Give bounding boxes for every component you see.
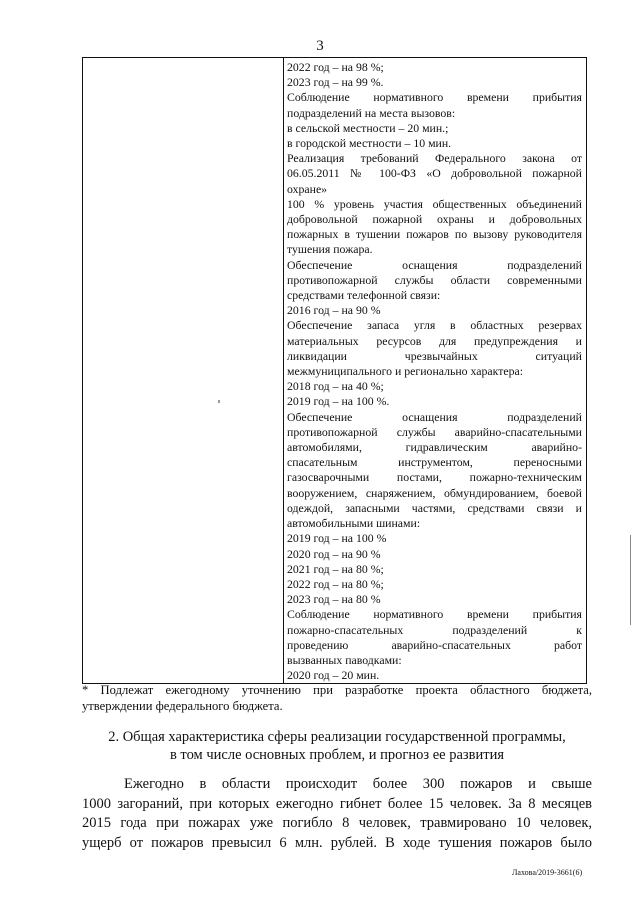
body-line: 2015 года при пожарах уже погибло 8 человек, травмировано 10 человек, bbox=[82, 815, 592, 831]
table-line: противопожарной службы области современными bbox=[287, 272, 582, 287]
table-line: 2016 год – на 90 % bbox=[287, 303, 381, 318]
scan-edge-mark bbox=[630, 535, 631, 625]
table-line: в городской местности – 10 мин. bbox=[287, 136, 452, 151]
section-heading-line: в том числе основных проблем, и прогноз ее развития bbox=[169, 747, 505, 763]
footnote-line: * Подлежат ежегодному уточнению при разработке проекта областного бюджета, bbox=[82, 683, 592, 697]
footnote bbox=[82, 683, 592, 714]
table-line: пожарных в тушении пожаров по вызову руководителя bbox=[287, 227, 582, 242]
table-line: 2020 год – на 90 % bbox=[287, 546, 381, 561]
table-line: Обеспечение оснащения подразделений bbox=[287, 409, 582, 424]
table-line: Обеспечение запаса угля в областных резервах bbox=[287, 318, 582, 333]
table-line: газосварочными постами, пожарно-техническим bbox=[287, 470, 582, 485]
body-line: 1000 загораний, при которых ежегодно гибнет более 15 человек. За 8 месяцев bbox=[82, 795, 592, 812]
table-line: тушения пожара. bbox=[287, 242, 373, 257]
table-line: Реализация требований Федерального закона от bbox=[287, 151, 582, 166]
table-line: автомобилями, гидравлическим аварийно- bbox=[287, 440, 582, 455]
program-indicators-table bbox=[82, 57, 587, 684]
table-line: охране» bbox=[287, 181, 328, 196]
table-line: 2022 год – на 98 %; bbox=[287, 60, 384, 74]
table-line: средствами телефонной связи: bbox=[287, 288, 441, 303]
table-line: пожарно-спасательных подразделений к bbox=[287, 622, 582, 637]
table-line: одеждой, запасными частями, средствами связи и bbox=[287, 500, 582, 515]
table-left-cell bbox=[83, 58, 284, 683]
table-line: вооружением, снаряжением, обмундированием, боевой bbox=[287, 485, 582, 500]
table-line: Соблюдение нормативного времени прибытия bbox=[287, 607, 582, 622]
section-heading-line: 2. Общая характеристика сферы реализации государственной программы, bbox=[108, 729, 566, 745]
table-line: межмуниципального и регионально характера: bbox=[287, 364, 524, 379]
table-line: противопожарной службы аварийно-спасательными bbox=[287, 424, 582, 439]
body-line: Ежегодно в области происходит более 300 пожаров и свыше bbox=[124, 776, 592, 792]
table-line: 2021 год – на 80 %; bbox=[287, 561, 384, 576]
table-line: проведению аварийно-спасательных работ bbox=[287, 637, 582, 652]
table-line: спасательным инструментом, переносными bbox=[287, 455, 582, 470]
table-line: подразделений на места вызовов: bbox=[287, 105, 456, 120]
table-line: 2023 год – на 80 % bbox=[287, 592, 381, 607]
table-line: вызванных паводками: bbox=[287, 652, 402, 667]
footnote-line: утверждении федерального бюджета. bbox=[82, 698, 283, 713]
table-line: добровольной пожарной охраны и добровольных bbox=[287, 212, 582, 227]
body-paragraph bbox=[82, 775, 592, 853]
table-line: в сельской местности – 20 мин.; bbox=[287, 120, 449, 135]
table-line: 06.05.2011 № 100-ФЗ «О добровольной пожарной bbox=[287, 166, 582, 181]
page-number: 3 bbox=[316, 38, 324, 54]
table-line: материальных ресурсов для предупреждения и bbox=[287, 333, 582, 348]
body-line: ущерб от пожаров превысил 6 млн. рублей. В ходе тушения пожаров было bbox=[82, 834, 592, 851]
table-line: 2019 год – на 100 %. bbox=[287, 394, 390, 409]
scan-dot-mark bbox=[218, 400, 220, 403]
table-line: 2020 год – 20 мин. bbox=[287, 668, 380, 683]
table-line: 2023 год – на 99 %. bbox=[287, 75, 384, 90]
table-line: автомобильными шинами: bbox=[287, 516, 421, 531]
table-line: 100 % уровень участия общественных объединений bbox=[287, 196, 582, 211]
table-line: 2022 год – на 80 %; bbox=[287, 576, 384, 591]
table-line: 2018 год – на 40 %; bbox=[287, 379, 384, 394]
section-heading bbox=[82, 728, 592, 764]
table-line: Обеспечение оснащения подразделений bbox=[287, 257, 582, 272]
table-line: Соблюдение нормативного времени прибытия bbox=[287, 90, 582, 105]
table-line: 2019 год – на 100 % bbox=[287, 531, 387, 546]
table-right-cell bbox=[287, 60, 582, 683]
table-line: ликвидации чрезвычайных ситуаций bbox=[287, 348, 582, 363]
document-code: Лахова/2019-3661(6) bbox=[512, 868, 583, 877]
